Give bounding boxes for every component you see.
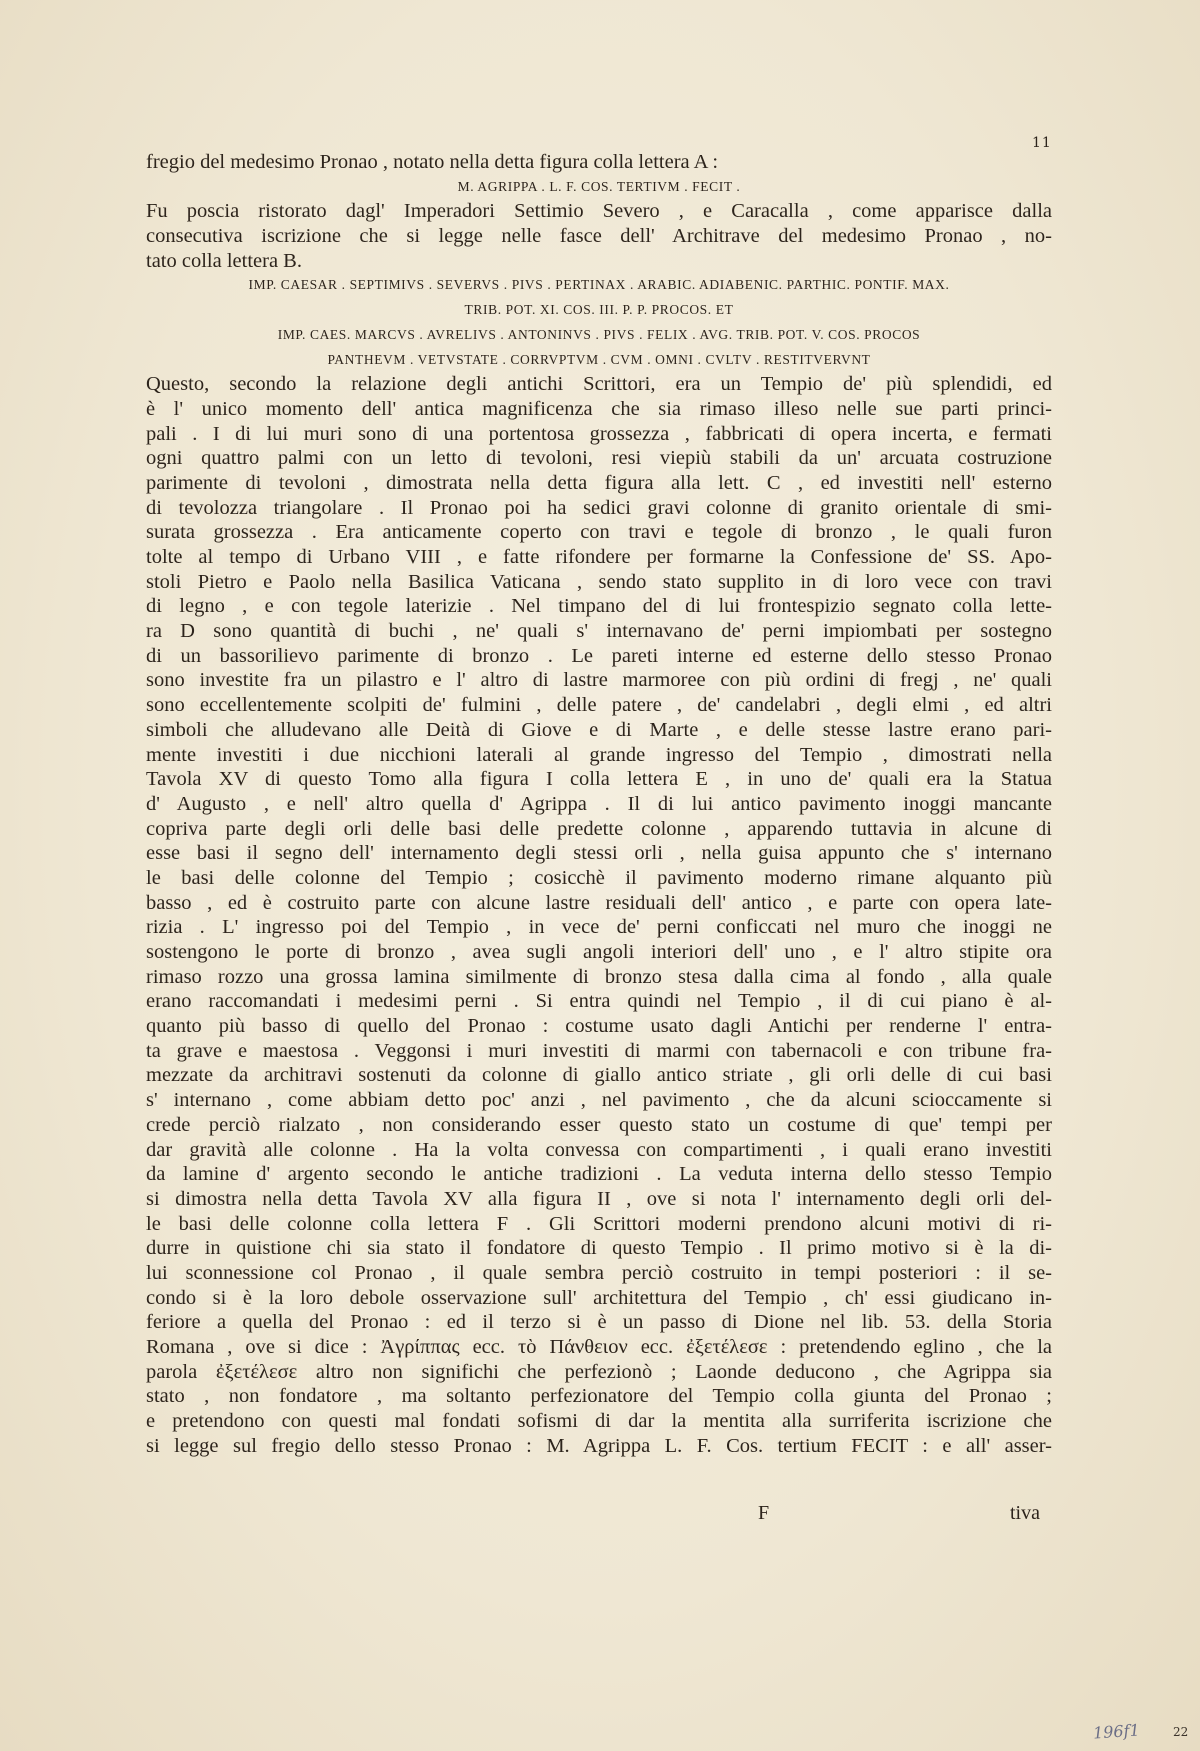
corner-number: 22 <box>1173 1725 1189 1739</box>
text-line: mezzate da architravi sostenuti da colonne di giallo antico striate , gli orli delle di cui basi <box>146 1064 1052 1087</box>
text-line: dar gravità alle colonne . Ha la volta convessa con compartimenti , i quali erano investiti <box>146 1138 1052 1161</box>
text-line: Fu poscia ristorato dagl' Imperadori Settimio Severo , e Caracalla , come apparisce dalla <box>146 200 1052 223</box>
signature-mark: F <box>758 1502 770 1524</box>
text-line: ra D sono quantità di buchi , ne' quali s' internavano de' perni impiombati per sostegno <box>146 620 1052 643</box>
text-line: s' internano , come abbiam detto poc' anzi , nel pavimento , che da alcuni scioccamente si <box>146 1089 1052 1112</box>
text-line: erano raccomandati i medesimi perni . Si entra quindi nel Tempio , il di cui piano è al- <box>146 990 1052 1013</box>
text-line: mente investiti i due nicchioni laterali al grande ingresso del Tempio , dimostrati nella <box>146 743 1052 766</box>
text-line: sostengono le porte di bronzo , avea sugli angoli interiori dell' uno , e l' altro stipite ora <box>146 941 1052 963</box>
text-line: le basi delle colonne colla lettera F . Gli Scrittori moderni prendono alcuni motivi di ri- <box>146 1212 1052 1235</box>
inscription-line: M. AGRIPPA . L. F. COS. TERTIVM . FECIT . <box>457 178 741 194</box>
inscription-line: IMP. CAESAR . SEPTIMIVS . SEVERVS . PIVS . PERTINAX . ARABIC. ADIABENIC. PARTHIC. PONTIF. MAX. <box>248 277 950 293</box>
text-line: si legge sul fregio dello stesso Pronao : M. Agrippa L. F. Cos. tertium FECIT : e all' asser- <box>146 1434 1052 1457</box>
text-line: di legno , e con tegole laterizie . Nel timpano del di lui frontespizio segnato colla lette- <box>146 595 1052 618</box>
text-line: ogni quattro palmi con un letto di tevoloni, resi viepiù stabili da un' arcuata costruzione <box>146 447 1052 470</box>
body-text <box>146 150 1052 1458</box>
text-line: surata grossezza . Era anticamente coperto con travi e tegole di bronzo , le quali furon <box>146 521 1052 544</box>
text-line: stato , non fondatore , ma soltanto perfezionatore del Tempio colla giunta del Pronao ; <box>146 1385 1052 1408</box>
text-line: basso , ed è costruito parte con alcune lastre residuali dell' antico , e parte con opera late- <box>146 891 1052 914</box>
text-line: è l' unico momento dell' antica magnificenza che sia rimaso illeso nelle sue parti princi- <box>146 397 1052 420</box>
text-line: copriva parte degli orli delle basi delle predette colonne , apparendo tuttavia in alcune di <box>146 817 1052 840</box>
text-line: rimaso rozzo una grossa lamina similmente di bronzo stesa dalla cima al fondo , alla quale <box>146 965 1052 988</box>
text-line: tolte al tempo di Urbano VIII , e fatte rifondere per formarne la Confessione de' SS. Apo- <box>146 546 1052 568</box>
text-line: si dimostra nella detta Tavola XV alla figura II , ove si nota l' internamento degli orli del- <box>146 1187 1052 1210</box>
text-line: e pretendono con questi mal fondati sofismi di dar la mentita alla surriferita iscrizione che <box>146 1410 1052 1433</box>
text-line: parola ἐξετέλεσε altro non significhi che perfezionò ; Laonde deducono , che Agrippa sia <box>146 1360 1052 1383</box>
inscription-line: IMP. CAES. MARCVS . AVRELIVS . ANTONINVS . PIVS . FELIX . AVG. TRIB. POT. V. COS. PROCOS <box>277 326 921 342</box>
text-line: Tavola XV di questo Tomo alla figura I colla lettera E , in uno de' quali era la Statua <box>146 768 1052 791</box>
text-line: crede perciò rialzato , non considerando esser questo stato un costume di que' tempi per <box>146 1113 1052 1136</box>
catchword: tiva <box>1010 1502 1040 1524</box>
text-line: d' Augusto , e nell' altro quella d' Agrippa . Il di lui antico pavimento inoggi mancante <box>146 792 1052 815</box>
text-line: sono eccellentemente scolpiti de' fulmini , delle patere , de' candelabri , degli elmi , ed altri <box>146 694 1052 717</box>
text-line: fregio del medesimo Pronao , notato nella detta figura colla lettera A : <box>146 151 719 173</box>
text-line: esse basi il segno dell' internamento degli stessi orli , nella guisa appunto che s' internano <box>146 842 1052 865</box>
text-line: quanto più basso di quello del Pronao : costume usato dagli Antichi per renderne l' entra- <box>146 1015 1052 1038</box>
text-line: parimente di tevoloni , dimostrata nella detta figura alla lett. C , ed investiti nell' esterno <box>146 471 1052 494</box>
text-line: condo si è la loro debole osservazione sull' architettura del Tempio , ch' essi giudicano in- <box>146 1286 1052 1309</box>
text-line: feriore a quella del Pronao : ed il terzo si è un passo di Dione nel lib. 53. della Storia <box>146 1311 1052 1334</box>
manuscript-note: 196f1 <box>1092 1720 1141 1743</box>
inscription-line: TRIB. POT. XI. COS. III. P. P. PROCOS. ET <box>464 302 734 318</box>
text-line: Questo, secondo la relazione degli antichi Scrittori, era un Tempio de' più splendidi, ed <box>146 373 1052 396</box>
text-line: di un bassorilievo parimente di bronzo . Le pareti interne ed esterne dello stesso Pronao <box>146 644 1052 667</box>
text-line: simboli che alludevano alle Deità di Giove e di Marte , e delle stesse lastre erano pari- <box>146 718 1052 741</box>
text-line: le basi delle colonne del Tempio ; cosicchè il pavimento moderno rimane alquanto più <box>146 866 1052 889</box>
text-line: consecutiva iscrizione che si legge nelle fasce dell' Architrave del medesimo Pronao , no- <box>146 225 1052 248</box>
text-line: ta grave e maestosa . Veggonsi i muri investiti di marmi con tabernacoli e con tribune fra- <box>146 1039 1052 1062</box>
text-line: sono investite fra un pilastro e l' altro di lastre marmoree con più ordini di fregj , ne' quali <box>146 669 1052 692</box>
text-line: di tevolozza triangolare . Il Pronao poi ha sedici gravi colonne di granito orientale di smi- <box>146 496 1052 519</box>
text-line: durre in quistione chi sia stato il fondatore di questo Tempio . Il primo motivo si è la di- <box>146 1237 1052 1260</box>
text-line: lui sconnessione col Pronao , il quale sembra perciò costruito in tempi posteriori : il se- <box>146 1261 1052 1284</box>
text-line: pali . I di lui muri sono di una portentosa grossezza , fabbricati di opera incerta, e fermati <box>146 422 1052 445</box>
page-number: 11 <box>1032 135 1052 151</box>
text-line: rizia . L' ingresso poi del Tempio , in vece de' perni conficcati nel muro che inoggi ne <box>146 916 1052 939</box>
text-line: Romana , ove si dice : Ἀγρίππας ecc. τὸ Πάνθειον ecc. ἐξετέλεσε : pretendendo eglino , che la <box>146 1336 1052 1358</box>
text-line: da lamine d' argento secondo le antiche tradizioni . La veduta interna dello stesso Tempio <box>146 1163 1052 1186</box>
text-line: tato colla lettera B. <box>146 249 302 272</box>
inscription-line: PANTHEVM . VETVSTATE . CORRVPTVM . CVM . OMNI . CVLTV . RESTITVERVNT <box>327 351 871 367</box>
text-line: stoli Pietro e Paolo nella Basilica Vaticana , sendo stato supplito in di loro vece con travi <box>146 570 1052 593</box>
